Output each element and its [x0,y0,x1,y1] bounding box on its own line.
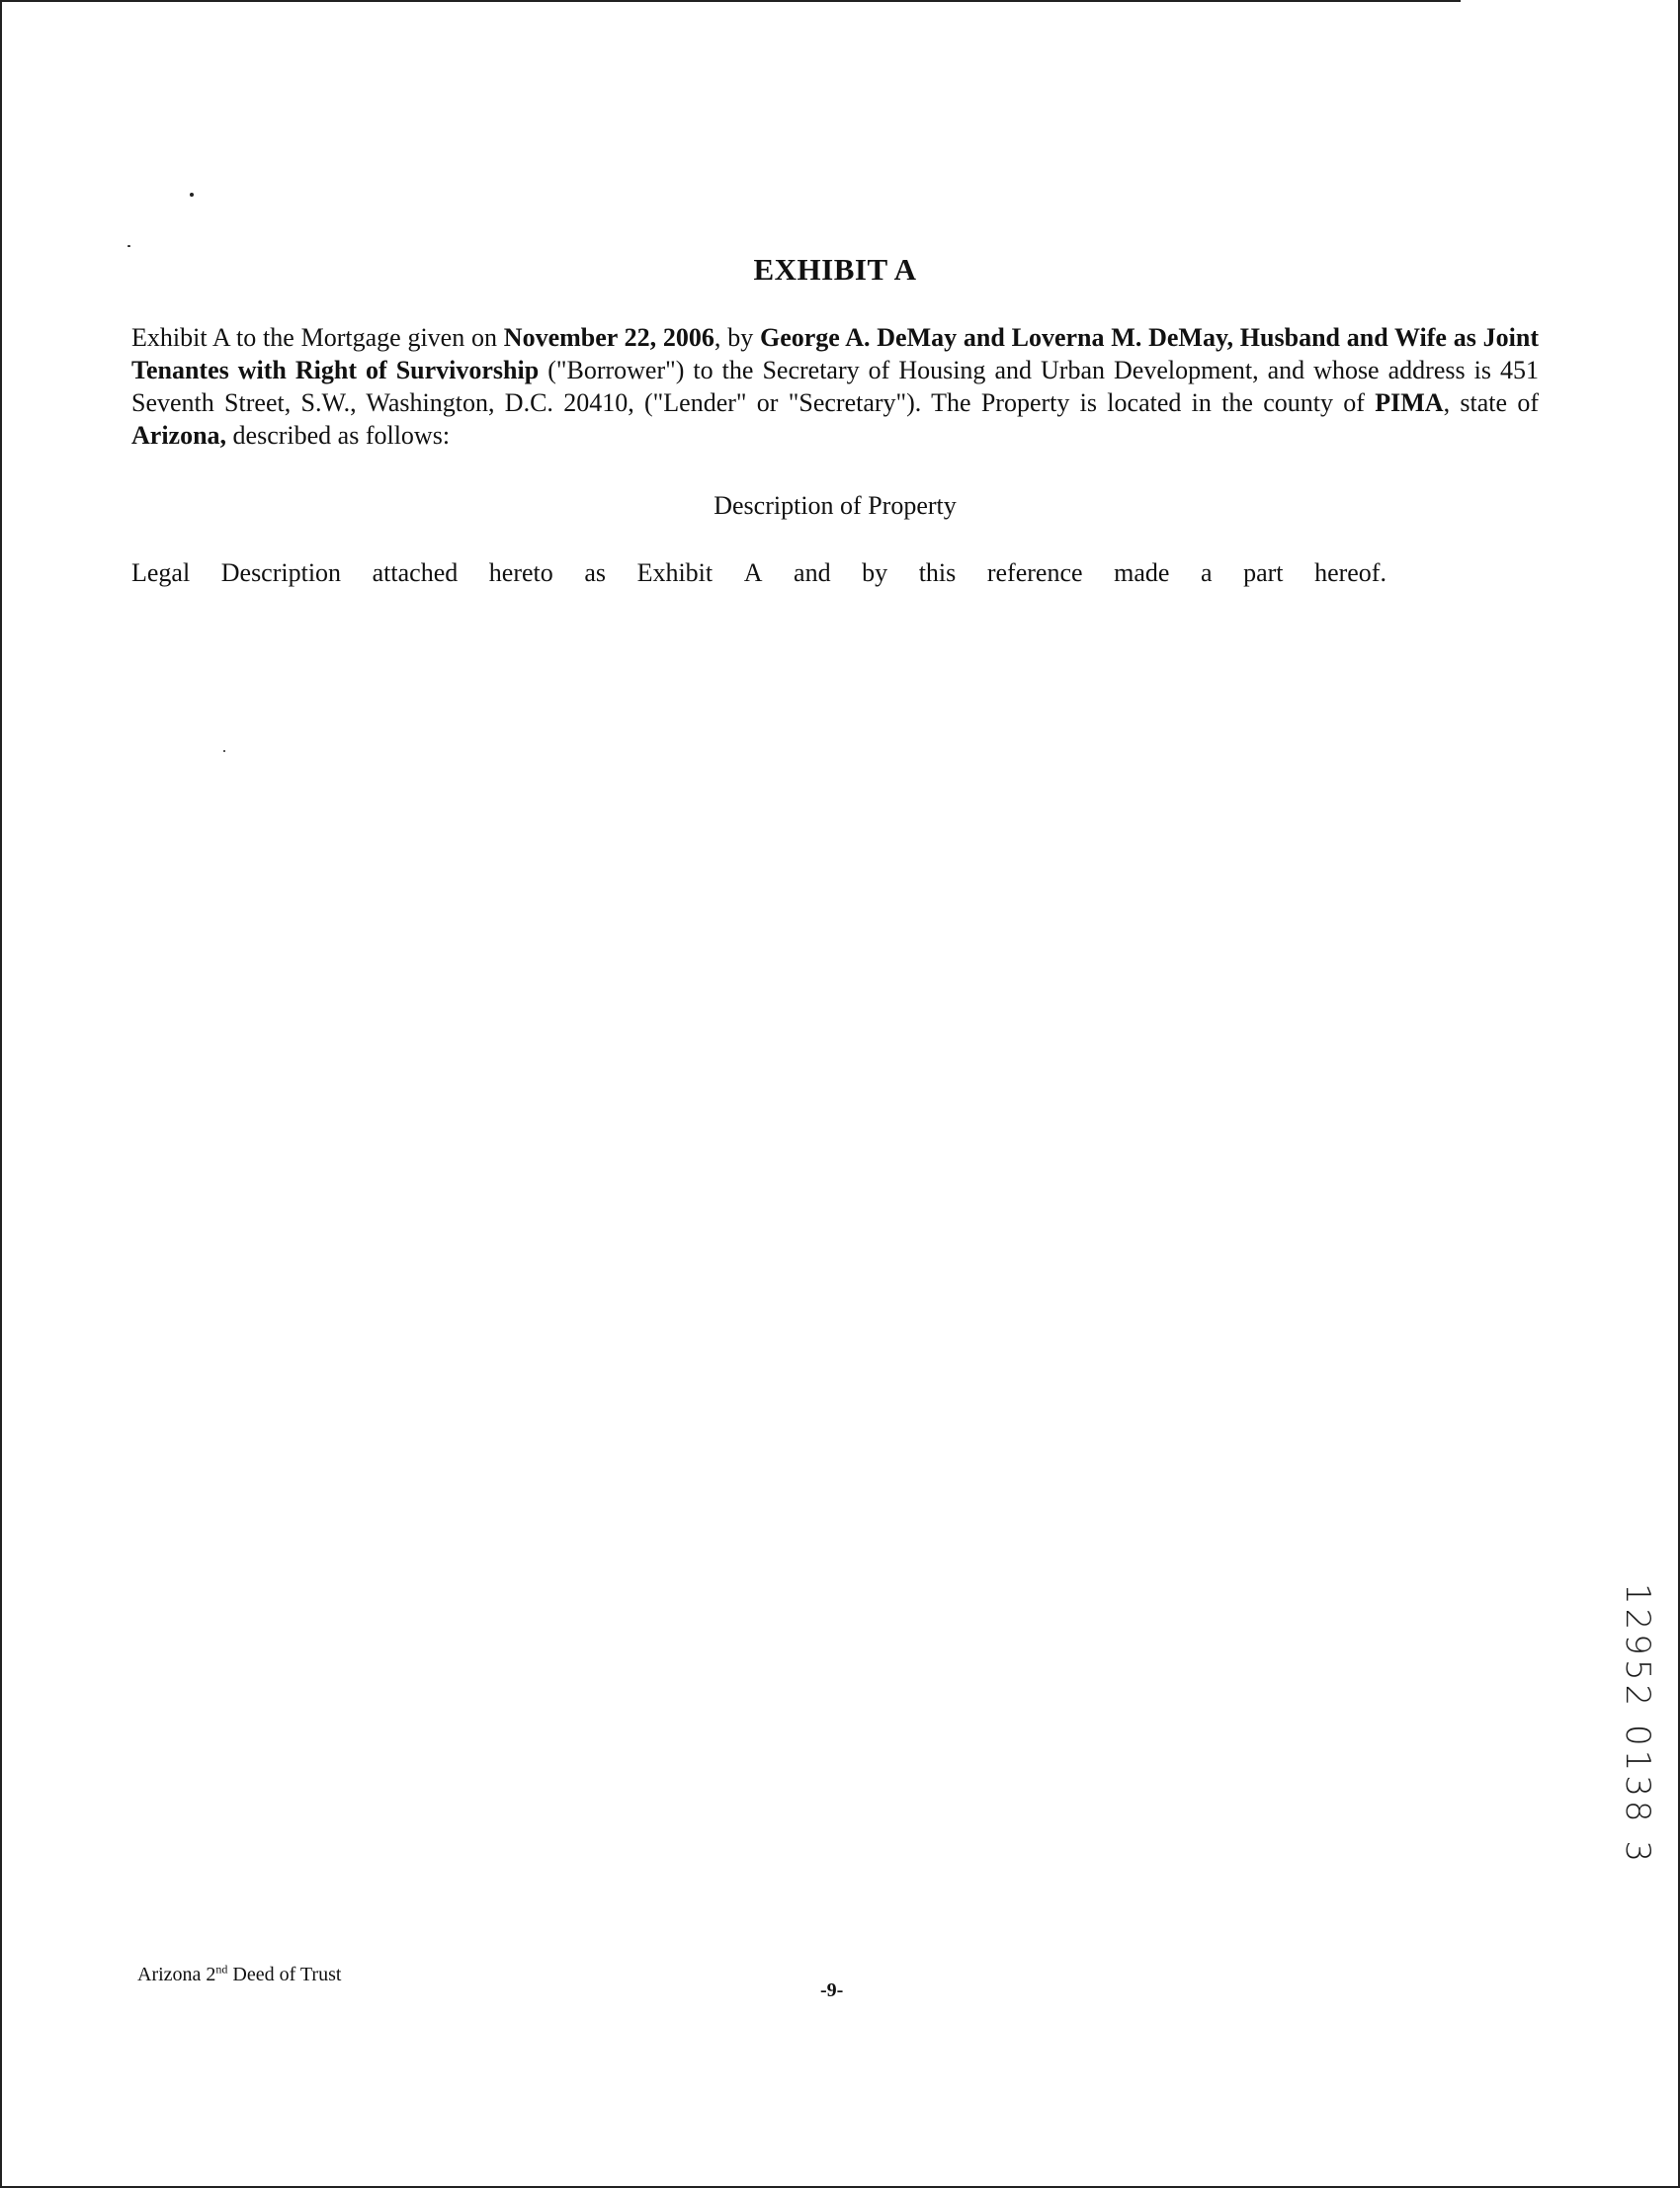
legal-word: hereto [488,558,553,587]
form-name-prefix: Arizona 2 [137,1964,216,1985]
legal-word: by [862,558,888,587]
scan-speck [190,193,194,197]
legal-word: and [794,558,831,587]
intro-text: Exhibit A to the Mortgage given on [131,323,504,352]
county-name: PIMA [1375,388,1444,417]
scan-speck [223,750,225,752]
intro-text: , state of [1443,388,1539,417]
recording-number: 12952 0138 3 [1618,1583,1657,1866]
form-name [137,1964,341,1986]
scan-border-top [0,0,1461,2]
legal-word: made [1114,558,1170,587]
intro-paragraph [131,321,1539,452]
recording-stamp [1618,1583,1657,1866]
intro-text: , by [714,323,760,352]
section-subheading: Description of Property [714,491,957,520]
scan-border-left [0,0,2,2188]
legal-word: this [918,558,957,587]
intro-text: ("Borrower") to the Secretary of Housing and Urban Development, and whose address is 451 Seventh Street, S.W., Washington, D.C. 20410, ("Lender" or "Secretary"). The Property is located in the county of [131,356,1539,417]
page-number: -9- [820,1979,844,2001]
legal-word: attached [372,558,459,587]
legal-word: Exhibit [636,558,714,587]
legal-word: hereof. [1314,558,1386,587]
document-title: EXHIBIT A [753,252,917,287]
borrower-names: George A. DeMay and Loverna M. DeMay, Husband and Wife as Joint Tenantes with Right of Survivorship [131,323,1539,384]
legal-word: as [584,558,606,587]
legal-word: reference [986,558,1083,587]
legal-word: part [1243,558,1284,587]
legal-word: A [743,558,763,587]
legal-word: a [1200,558,1213,587]
scan-speck [127,245,130,247]
legal-word: Legal [131,558,191,587]
state-name: Arizona, [131,421,227,450]
form-name-superscript: nd [215,1962,228,1977]
form-name-suffix: Deed of Trust [227,1964,342,1985]
intro-text: described as follows: [226,421,451,450]
legal-word: Description [220,558,342,587]
legal-description-line [131,558,1386,588]
mortgage-date: November 22, 2006 [503,323,714,352]
